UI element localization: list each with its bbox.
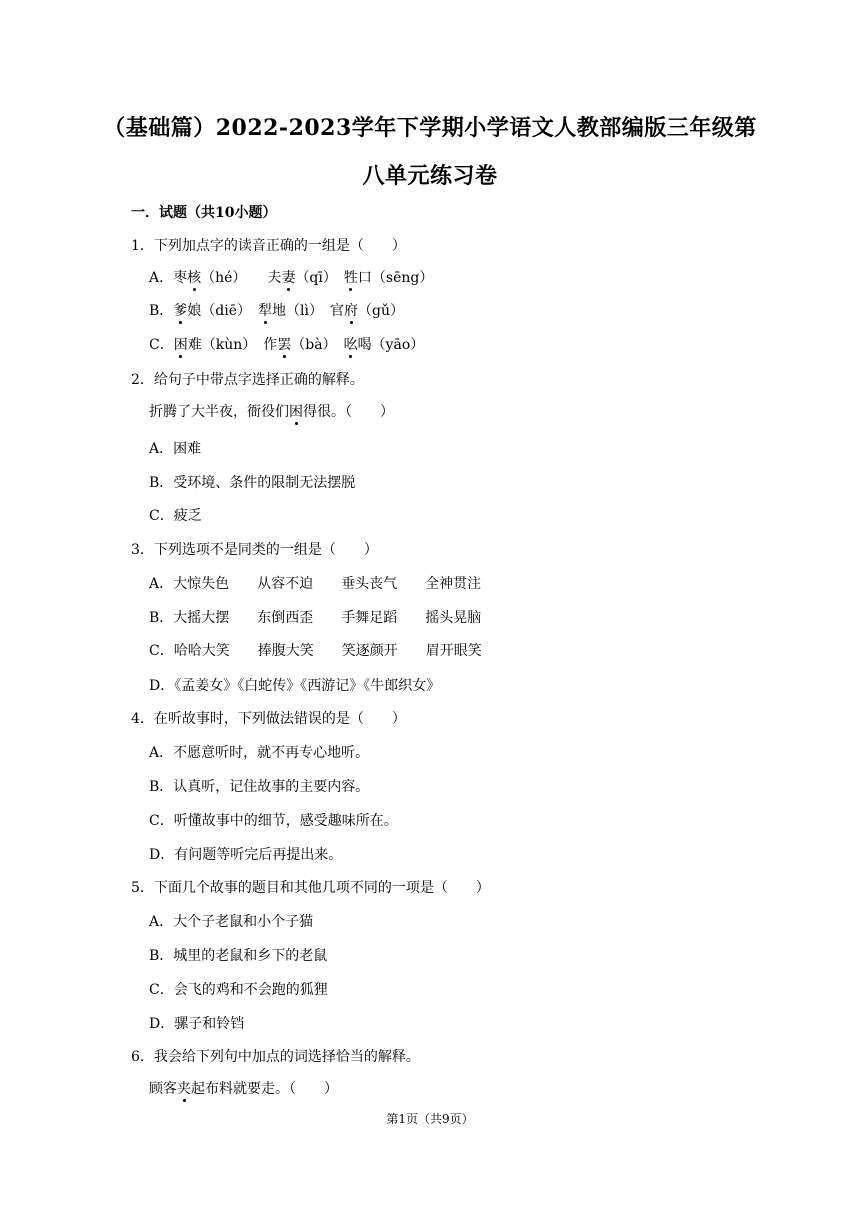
question-3-option-b: B．大摇大摆 东倒西歪 手舞足蹈 摇头晃脑: [149, 610, 482, 626]
dotted-char: 困: [289, 404, 303, 420]
question-4-option-d: D．有问题等听完后再提出来。: [149, 847, 343, 863]
dotted-char: 困: [173, 337, 188, 353]
dotted-char: 核: [187, 270, 202, 286]
dotted-char: 妻: [281, 270, 296, 286]
dotted-char: 罢: [277, 337, 292, 353]
question-1-option-b: B．爹娘（diē） 犁地（lì） 官府（gǔ）: [149, 303, 404, 319]
question-1-option-a: A．枣核（hé） 夫妻（qī） 牲口（sēng）: [149, 270, 434, 286]
question-2-option-b: B．受环境、条件的限制无法摆脱: [149, 475, 356, 491]
question-3-stem: 3．下列选项不是同类的一组是（ ）: [131, 542, 378, 558]
dotted-char: 吆: [343, 337, 358, 353]
question-3-option-d: D．《孟姜女》《白蛇传》《西游记》《牛郎织女》: [149, 678, 441, 694]
question-2-option-c: C．疲乏: [149, 508, 202, 524]
page-title-line2: 八单元练习卷: [362, 163, 498, 189]
question-4-option-a: A．不愿意听时，就不再专心地听。: [149, 745, 370, 761]
page-footer: 第1页（共9页）: [386, 1112, 474, 1126]
question-2-option-a: A．困难: [149, 441, 202, 457]
question-3-option-c: C．哈哈大笑 捧腹大笑 笑逐颜开 眉开眼笑: [149, 643, 482, 659]
dotted-char: 牲: [343, 270, 358, 286]
question-5-option-d: D．骡子和铃铛: [149, 1016, 245, 1032]
question-4-option-c: C．听懂故事中的细节，感受趣味所在。: [149, 813, 398, 829]
question-6-sentence: 顾客夹起布料就要走。（ ）: [149, 1081, 338, 1097]
question-5-option-b: B．城里的老鼠和乡下的老鼠: [149, 948, 328, 964]
question-2-stem: 2．给句子中带点字选择正确的解释。: [131, 372, 364, 388]
dotted-char: 夹: [177, 1081, 191, 1097]
dotted-char: 犁: [258, 303, 273, 319]
question-4-stem: 4．在听故事时，下列做法错误的是（ ）: [131, 711, 406, 727]
question-1-stem: 1．下列加点字的读音正确的一组是（ ）: [131, 238, 406, 254]
question-1-option-c: C．困难（kùn） 作罢（bà） 吆喝（yāo）: [149, 337, 425, 353]
question-2-sentence: 折腾了大半夜，衙役们困得很。（ ）: [149, 404, 394, 420]
question-5-option-c: C．会飞的鸡和不会跑的狐狸: [149, 982, 328, 998]
page-title-line1: （基础篇）2022-2023学年下学期小学语文人教部编版三年级第: [103, 115, 757, 141]
section-heading: 一．试题（共10小题）: [131, 205, 277, 221]
dotted-char: 爹: [173, 303, 188, 319]
question-5-stem: 5．下面几个故事的题目和其他几项不同的一项是（ ）: [131, 880, 490, 896]
dotted-char: 府: [344, 303, 358, 319]
question-3-option-a: A．大惊失色 从容不迫 垂头丧气 全神贯注: [149, 576, 482, 592]
question-4-option-b: B．认真听，记住故事的主要内容。: [149, 779, 370, 795]
question-6-stem: 6．我会给下列句中加点的词选择恰当的解释。: [131, 1049, 420, 1065]
question-5-option-a: A．大个子老鼠和小个子猫: [149, 914, 314, 930]
